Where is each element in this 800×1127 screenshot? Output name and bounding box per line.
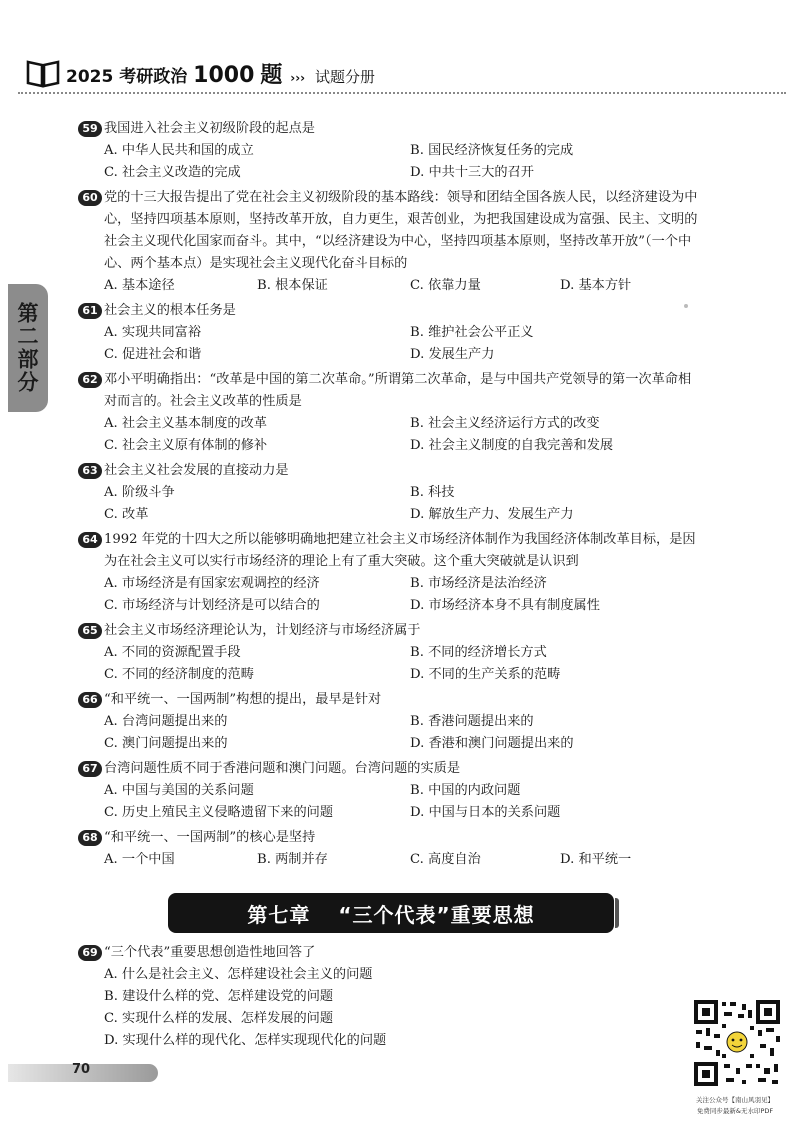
section-side-tab-label: 第二部分 xyxy=(15,302,39,394)
option-list xyxy=(80,642,704,686)
question-stem xyxy=(80,187,704,275)
qr-caption-line: 免费同步最新&无水印PDF xyxy=(696,1107,774,1115)
option: C. 高度自治 xyxy=(410,852,481,867)
option: D. 解放生产力、发展生产力 xyxy=(410,507,574,522)
question-63 xyxy=(80,460,704,526)
option: A. 不同的资源配置手段 xyxy=(104,645,241,660)
option: A. 实现共同富裕 xyxy=(104,325,202,340)
question-text: 社会主义市场经济理论认为，计划经济与市场经济属于 xyxy=(104,623,421,638)
question-number-badge: 69 xyxy=(78,945,102,961)
question-67 xyxy=(80,758,704,824)
qr-code-icon xyxy=(692,998,782,1088)
question-number-badge: 67 xyxy=(78,761,102,777)
option: B. 中国的内政问题 xyxy=(410,783,521,798)
option: D. 社会主义制度的自我完善和发展 xyxy=(410,438,614,453)
option: C. 不同的经济制度的范畴 xyxy=(104,667,254,682)
option-list xyxy=(80,573,704,617)
question-61 xyxy=(80,300,704,366)
option: B. 香港问题提出来的 xyxy=(410,714,534,729)
question-68 xyxy=(80,827,704,871)
title-year: 2025 xyxy=(66,66,114,87)
option: A. 市场经济是有国家宏观调控的经济 xyxy=(104,576,320,591)
option: D. 香港和澳门问题提出来的 xyxy=(410,736,574,751)
option-list xyxy=(80,140,704,184)
question-stem xyxy=(80,529,704,573)
option: B. 根本保证 xyxy=(257,278,328,293)
option: C. 依靠力量 xyxy=(410,278,481,293)
option: B. 维护社会公平正义 xyxy=(410,325,534,340)
question-stem xyxy=(80,689,704,711)
chevrons-icon: ››› xyxy=(290,70,306,85)
open-book-icon xyxy=(26,58,60,88)
question-text: 社会主义社会发展的直接动力是 xyxy=(104,463,289,478)
question-text: 台湾问题性质不同于香港问题和澳门问题。台湾问题的实质是 xyxy=(104,761,461,776)
question-60 xyxy=(80,187,704,297)
option: B. 市场经济是法治经济 xyxy=(410,576,547,591)
question-64 xyxy=(80,529,704,617)
option: C. 促进社会和谐 xyxy=(104,347,202,362)
question-62 xyxy=(80,369,704,457)
option-list xyxy=(80,964,680,1052)
option: C. 改革 xyxy=(104,507,149,522)
option-list xyxy=(80,322,704,366)
chapter-banner xyxy=(168,893,614,933)
option: A. 基本途径 xyxy=(104,278,175,293)
option-list xyxy=(80,849,704,871)
question-stem xyxy=(80,758,704,780)
option: B. 国民经济恢复任务的完成 xyxy=(410,143,574,158)
option: A. 阶级斗争 xyxy=(104,485,175,500)
option: B. 建设什么样的党、怎样建设党的问题 xyxy=(104,989,334,1004)
option: A. 台湾问题提出来的 xyxy=(104,714,228,729)
question-stem xyxy=(80,620,704,642)
option: D. 发展生产力 xyxy=(410,347,495,362)
question-stem xyxy=(80,118,704,140)
question-65 xyxy=(80,620,704,686)
option: A. 中华人民共和国的成立 xyxy=(104,143,254,158)
question-stem xyxy=(80,300,704,322)
question-text: 邓小平明确指出：“改革是中国的第二次革命。”所谓第二次革命，是与中国共产党领导的第一次革命相对而言的。社会主义改革的性质是 xyxy=(104,372,692,409)
question-number-badge: 66 xyxy=(78,692,102,708)
chapter-number: 第七章 xyxy=(247,902,311,927)
option: D. 中共十三大的召开 xyxy=(410,165,534,180)
option: D. 和平统一 xyxy=(560,852,632,867)
option: C. 历史上殖民主义侵略遗留下来的问题 xyxy=(104,805,334,820)
option-list xyxy=(80,482,704,526)
chapter-title: “三个代表”重要思想 xyxy=(338,902,535,927)
option: D. 市场经济本身不具有制度属性 xyxy=(410,598,600,613)
question-number-badge: 68 xyxy=(78,830,102,846)
option: A. 什么是社会主义、怎样建设社会主义的问题 xyxy=(104,967,373,982)
option: C. 社会主义改造的完成 xyxy=(104,165,241,180)
question-text: 我国进入社会主义初级阶段的起点是 xyxy=(104,121,315,136)
header-divider xyxy=(18,92,786,94)
question-number-badge: 62 xyxy=(78,372,102,388)
option: C. 澳门问题提出来的 xyxy=(104,736,228,751)
question-stem xyxy=(80,369,704,413)
question-text: “三个代表”重要思想创造性地回答了 xyxy=(104,945,316,960)
book-title xyxy=(66,58,375,89)
option: C. 市场经济与计划经济是可以结合的 xyxy=(104,598,320,613)
question-number-badge: 60 xyxy=(78,190,102,206)
question-69 xyxy=(80,942,680,1052)
question-number-badge: 64 xyxy=(78,532,102,548)
qr-caption-line: 关注公众号【南山风羽见】 xyxy=(696,1096,774,1104)
option: A. 中国与美国的关系问题 xyxy=(104,783,254,798)
option-list xyxy=(80,275,704,297)
question-text: 党的十三大报告提出了党在社会主义初级阶段的基本路线：领导和团结全国各族人民，以经济建设为中心，坚持四项基本原则，坚持改革开放，自力更生，艰苦创业，为把我国建设成为富强、民主、文明的社会主义现代化国家而奋斗。其中，“以经济建设为中心，坚持四项基本原则，坚持改革开放”（一个中心、两个基本点）是实现社会主义现代化奋斗目标的 xyxy=(104,190,698,271)
question-number-badge: 63 xyxy=(78,463,102,479)
option: B. 社会主义经济运行方式的改变 xyxy=(410,416,600,431)
page-number: 70 xyxy=(72,1062,91,1077)
title-mid: 考研政治 xyxy=(119,66,188,87)
question-59 xyxy=(80,118,704,184)
title-ti: 题 xyxy=(260,62,283,88)
title-subtitle: 试题分册 xyxy=(315,67,376,86)
question-66 xyxy=(80,689,704,755)
option: D. 中国与日本的关系问题 xyxy=(410,805,561,820)
option: B. 不同的经济增长方式 xyxy=(410,645,547,660)
page-header xyxy=(26,56,375,90)
option: B. 两制并存 xyxy=(257,852,328,867)
question-number-badge: 59 xyxy=(78,121,102,137)
question-list xyxy=(80,118,704,874)
option: C. 实现什么样的发展、怎样发展的问题 xyxy=(104,1011,334,1026)
option: A. 一个中国 xyxy=(104,852,175,867)
question-number-badge: 65 xyxy=(78,623,102,639)
option: C. 社会主义原有体制的修补 xyxy=(104,438,268,453)
option-list xyxy=(80,711,704,755)
question-text: “和平统一、一国两制”构想的提出，最早是针对 xyxy=(104,692,382,707)
option: D. 不同的生产关系的范畴 xyxy=(410,667,561,682)
question-stem xyxy=(80,942,680,964)
question-number-badge: 61 xyxy=(78,303,102,319)
option: B. 科技 xyxy=(410,485,455,500)
option: D. 实现什么样的现代化、怎样实现现代化的问题 xyxy=(104,1033,387,1048)
question-stem xyxy=(80,827,704,849)
question-text: 社会主义的根本任务是 xyxy=(104,303,236,318)
option: A. 社会主义基本制度的改革 xyxy=(104,416,267,431)
question-stem xyxy=(80,460,704,482)
title-number: 1000 xyxy=(193,62,255,88)
question-text: 1992 年党的十四大之所以能够明确地把建立社会主义市场经济体制作为我国经济体制改革目标，是因为在社会主义可以实行市场经济的理论上有了重大突破。这个重大突破就是认识到 xyxy=(104,532,696,569)
option-list xyxy=(80,780,704,824)
question-text: “和平统一、一国两制”的核心是坚持 xyxy=(104,830,316,845)
option: D. 基本方针 xyxy=(560,278,632,293)
option-list xyxy=(80,413,704,457)
qr-caption xyxy=(670,1095,800,1117)
